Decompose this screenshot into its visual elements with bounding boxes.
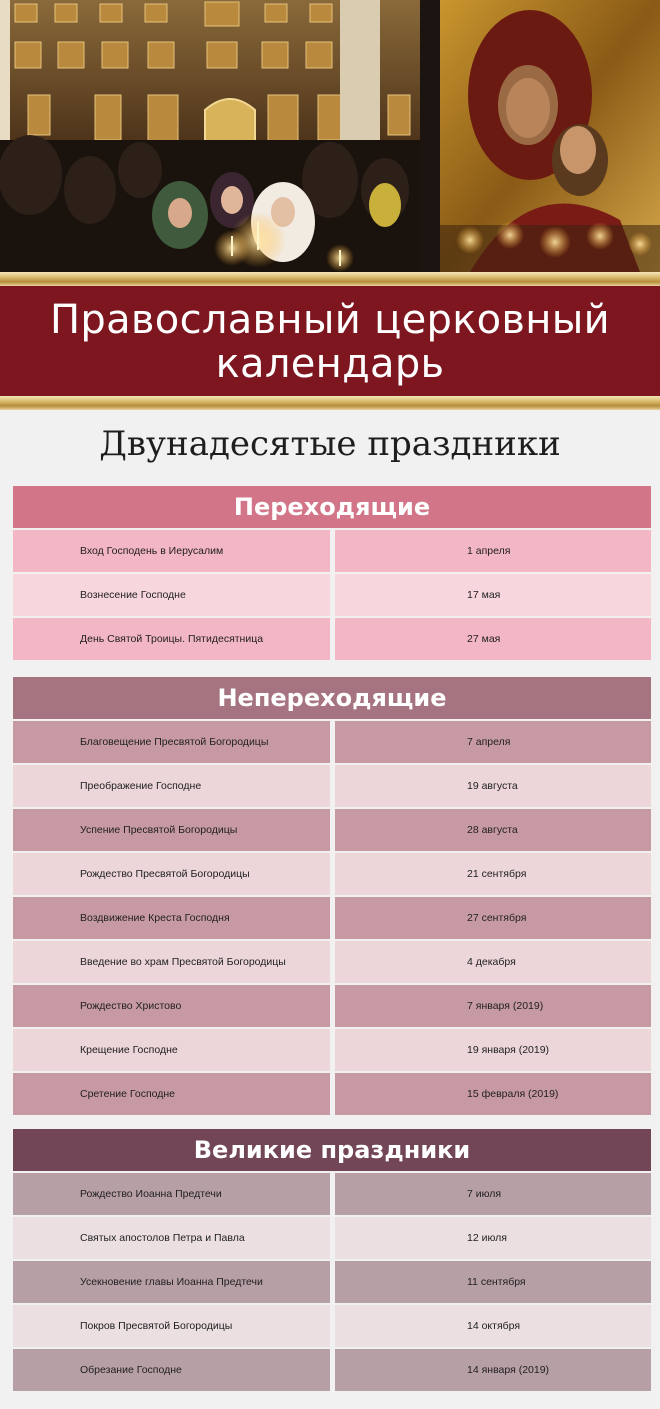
section-subtitle: Двунадесятые праздники <box>99 424 561 464</box>
feast-date: 7 апреля <box>335 721 651 763</box>
moveable-feasts-header: Переходящие <box>13 486 651 528</box>
feast-date: 4 декабря <box>335 941 651 983</box>
table-row <box>13 1029 651 1071</box>
great-feasts-rows <box>13 1173 651 1391</box>
table-row <box>13 530 651 572</box>
table-row <box>13 1305 651 1347</box>
fixed-feasts-rows <box>13 721 651 1115</box>
table-row <box>13 1349 651 1391</box>
feast-date: 28 августа <box>335 809 651 851</box>
table-row <box>13 618 651 660</box>
feast-date: 19 августа <box>335 765 651 807</box>
feast-name: Вознесение Господне <box>13 574 330 616</box>
feast-date: 17 мая <box>335 574 651 616</box>
page-title-line1: Православный церковный <box>50 297 610 343</box>
great-feasts-table <box>13 1129 651 1391</box>
feast-date: 11 сентября <box>335 1261 651 1303</box>
feast-name: Рождество Христово <box>13 985 330 1027</box>
page-title-line2: календарь <box>215 341 445 387</box>
feast-name: Обрезание Господне <box>13 1349 330 1391</box>
feast-name: Святых апостолов Петра и Павла <box>13 1217 330 1259</box>
fixed-feasts-table <box>13 677 651 1115</box>
table-row <box>13 1073 651 1115</box>
feast-name: Воздвижение Креста Господня <box>13 897 330 939</box>
feast-date: 27 сентября <box>335 897 651 939</box>
table-row <box>13 809 651 851</box>
feast-name: День Святой Троицы. Пятидесятница <box>13 618 330 660</box>
table-row <box>13 897 651 939</box>
feast-date: 27 мая <box>335 618 651 660</box>
gold-divider-top <box>0 272 660 286</box>
table-row <box>13 1261 651 1303</box>
table-row <box>13 1173 651 1215</box>
header-photo <box>0 0 660 272</box>
feast-date: 21 сентября <box>335 853 651 895</box>
feast-name: Крещение Господне <box>13 1029 330 1071</box>
feast-date: 14 октября <box>335 1305 651 1347</box>
moveable-feasts-rows <box>13 530 651 660</box>
feast-date: 1 апреля <box>335 530 651 572</box>
feast-name: Сретение Господне <box>13 1073 330 1115</box>
feast-date: 15 февраля (2019) <box>335 1073 651 1115</box>
feast-name: Введение во храм Пресвятой Богородицы <box>13 941 330 983</box>
table-row <box>13 574 651 616</box>
page-title <box>0 286 660 396</box>
feast-name: Успение Пресвятой Богородицы <box>13 809 330 851</box>
feast-date: 14 января (2019) <box>335 1349 651 1391</box>
table-row <box>13 765 651 807</box>
feast-name: Вход Господень в Иерусалим <box>13 530 330 572</box>
feast-name: Преображение Господне <box>13 765 330 807</box>
feast-date: 7 января (2019) <box>335 985 651 1027</box>
feast-name: Усекновение главы Иоанна Предтечи <box>13 1261 330 1303</box>
feast-name: Покров Пресвятой Богородицы <box>13 1305 330 1347</box>
table-row <box>13 1217 651 1259</box>
feast-name: Рождество Пресвятой Богородицы <box>13 853 330 895</box>
table-row <box>13 721 651 763</box>
moveable-feasts-table <box>13 486 651 660</box>
table-row <box>13 853 651 895</box>
table-row <box>13 985 651 1027</box>
feast-date: 19 января (2019) <box>335 1029 651 1071</box>
great-feasts-header: Великие праздники <box>13 1129 651 1171</box>
feast-date: 12 июля <box>335 1217 651 1259</box>
feast-name: Благовещение Пресвятой Богородицы <box>13 721 330 763</box>
feast-name: Рождество Иоанна Предтечи <box>13 1173 330 1215</box>
gold-divider-bottom <box>0 396 660 410</box>
feast-date: 7 июля <box>335 1173 651 1215</box>
table-row <box>13 941 651 983</box>
fixed-feasts-header: Непереходящие <box>13 677 651 719</box>
